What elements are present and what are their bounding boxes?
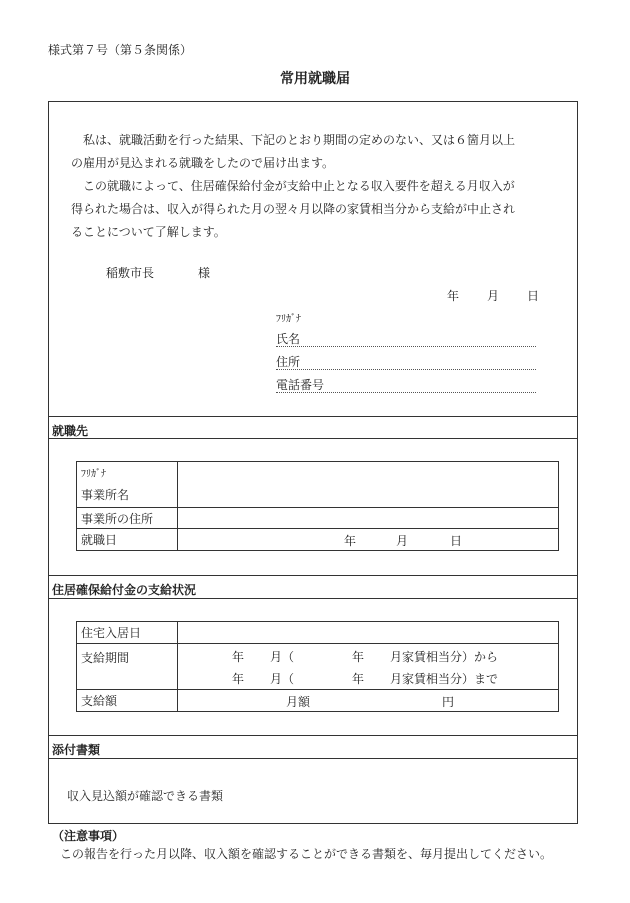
declaration-line: 私は、就職活動を行った結果、下記のとおり期間の定めのない、又は６箇月以上 <box>83 133 516 147</box>
declaration-text <box>71 129 561 244</box>
applicant-furigana-label: ﾌﾘｶﾞﾅ <box>276 314 301 325</box>
date-year-label: 年 <box>447 289 460 303</box>
start-date-day-label: 日 <box>450 534 463 548</box>
yen-label: 円 <box>442 695 455 709</box>
applicant-name-field[interactable] <box>276 330 536 347</box>
employment-heading: 就職先 <box>52 424 89 438</box>
period-from-month: 月（ <box>270 650 295 664</box>
period-to-year: 年 <box>232 672 245 686</box>
start-date-label: 就職日 <box>77 529 178 551</box>
form-title: 常用就職届 <box>280 71 350 87</box>
applicant-address-field[interactable] <box>276 353 536 370</box>
section-divider <box>48 758 578 759</box>
office-address-label: 事業所の住所 <box>77 508 178 529</box>
benefit-heading: 住居確保給付金の支給状況 <box>52 583 197 597</box>
period-from-year: 年 <box>232 650 245 664</box>
table-row <box>77 462 559 508</box>
section-divider <box>48 438 578 439</box>
addressee: 稲敷市長 <box>106 266 155 280</box>
amount-input[interactable] <box>178 690 559 712</box>
declaration-line: 得られた場合は、収入が得られた月の翌々月以降の家賃相当分から支給が中止され <box>71 202 516 216</box>
form-number: 様式第７号（第５条関係） <box>48 43 193 57</box>
period-from-suffix: 月家賃相当分）から <box>390 650 499 664</box>
table-row <box>77 622 559 644</box>
office-name-input[interactable] <box>178 462 559 508</box>
move-in-input[interactable] <box>178 622 559 644</box>
office-name-label-cell <box>77 462 178 508</box>
applicant-phone-field[interactable] <box>276 376 536 393</box>
applicant-address-label: 住所 <box>276 355 301 369</box>
section-divider <box>48 416 578 417</box>
office-name-label: 事業所名 <box>81 487 130 502</box>
period-input[interactable] <box>178 644 559 690</box>
period-to-suffix: 月家賃相当分）まで <box>390 672 499 686</box>
table-row <box>77 529 559 551</box>
period-label: 支給期間 <box>77 644 178 690</box>
declaration-line: ることについて了解します。 <box>71 225 226 239</box>
start-date-year-label: 年 <box>344 534 357 548</box>
applicant-phone-label: 電話番号 <box>276 378 325 392</box>
notes-heading: （注意事項） <box>52 829 125 843</box>
employment-table <box>76 461 559 551</box>
table-row <box>77 690 559 712</box>
table-row <box>77 644 559 690</box>
declaration-line: この就職によって、住居確保給付金が支給中止となる収入要件を超える月収入が <box>83 179 515 193</box>
office-furigana-label: ﾌﾘｶﾞﾅ <box>81 468 106 480</box>
date-month-label: 月 <box>487 289 500 303</box>
declaration-line: の雇用が見込まれる就職をしたので届け出ます。 <box>71 156 335 170</box>
section-divider <box>48 575 578 576</box>
honorific: 様 <box>198 266 211 280</box>
move-in-label: 住宅入居日 <box>77 622 178 644</box>
attachment-item: 収入見込額が確認できる書類 <box>67 789 224 803</box>
section-divider <box>48 735 578 736</box>
table-row <box>77 508 559 529</box>
applicant-name-label: 氏名 <box>276 332 301 346</box>
period-to-month: 月（ <box>270 672 295 686</box>
period-to-rent-year: 年 <box>352 672 365 686</box>
benefit-table <box>76 621 559 712</box>
date-day-label: 日 <box>527 289 540 303</box>
section-divider <box>48 598 578 599</box>
amount-label: 支給額 <box>77 690 178 712</box>
period-from-rent-year: 年 <box>352 650 365 664</box>
notes-body: この報告を行った月以降、収入額を確認することができる書類を、毎月提出してください。 <box>60 847 553 861</box>
attachments-heading: 添付書類 <box>52 743 101 757</box>
start-date-input[interactable] <box>178 529 559 551</box>
office-address-input[interactable] <box>178 508 559 529</box>
start-date-month-label: 月 <box>396 534 409 548</box>
monthly-label: 月額 <box>286 695 311 709</box>
